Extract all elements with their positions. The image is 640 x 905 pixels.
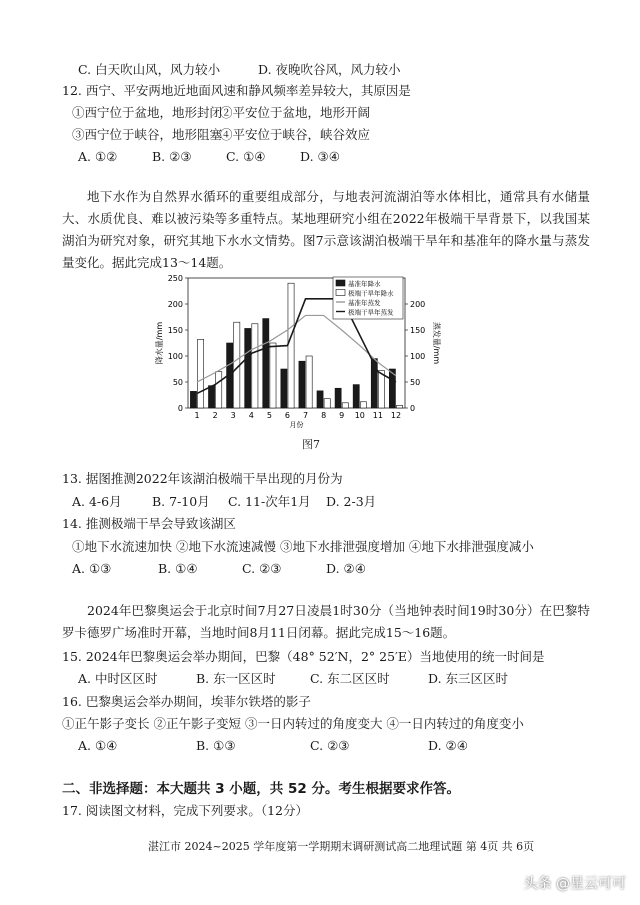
bar-baseline-precip (335, 388, 341, 408)
q12-option-d: D. ③④ (300, 149, 340, 164)
bar-drought-precip (198, 339, 204, 408)
legend-label: 基准年蒸发 (348, 299, 381, 307)
bar-baseline-precip (353, 385, 359, 408)
y2-tick-label: 100 (410, 352, 426, 361)
q13-option-b: B. 7-10月 (152, 494, 210, 509)
q16-statements: ①正午影子变长 ②正午影子变短 ③一日内转过的角度变大 ④一日内转过的角度变小 (62, 716, 524, 731)
figure-7-chart (140, 268, 440, 428)
y2-tick-label: 0 (410, 404, 416, 413)
bar-baseline-precip (263, 319, 269, 408)
x-tick-label: 11 (372, 411, 383, 420)
x-tick-label: 8 (321, 411, 327, 420)
y-tick-label: 250 (167, 274, 183, 283)
q14-statements: ①地下水流速加快 ②地下水流速减慢 ③地下水排泄强度增加 ④地下水排泄强度减小 (72, 539, 534, 554)
q16-option-c: C. ②③ (310, 738, 350, 753)
q12-stem: 12. 西宁、平安两地近地面风速和静风频率差异较大，其原因是 (62, 83, 411, 98)
legend-label: 基准年降水 (348, 280, 381, 288)
legend-swatch (336, 280, 345, 286)
legend-label: 极端干旱年降水 (348, 289, 394, 298)
x-tick-label: 7 (302, 411, 309, 420)
bar-drought-precip (288, 283, 294, 408)
q13-option-a: A. 4-6月 (72, 494, 122, 509)
x-tick-label: 5 (266, 411, 272, 420)
bar-drought-precip (378, 371, 384, 408)
q12-option-b: B. ②③ (152, 149, 192, 164)
x-axis-label: 月份 (289, 421, 304, 429)
bar-drought-precip (324, 399, 330, 408)
q17-stem: 17. 阅读图文材料，完成下列要求。（12分） (62, 803, 309, 818)
q12-statement-3: ③西宁位于峡谷，地形阻塞 (72, 127, 223, 142)
bar-drought-precip (270, 343, 276, 408)
y-tick-label: 50 (172, 378, 183, 387)
q13-option-d: D. 2-3月 (326, 494, 377, 509)
q14-option-c: C. ②③ (242, 561, 282, 576)
section-heading-nonchoice: 二、非选择题：本大题共 3 小题，共 52 分。考生根据要求作答。 (62, 781, 460, 797)
x-tick-label: 12 (390, 411, 402, 420)
q13-stem: 13. 据图推测2022年该湖泊极端干旱出现的月份为 (62, 471, 343, 486)
x-tick-label: 1 (194, 411, 200, 420)
figure-caption: 图7 (302, 438, 320, 451)
x-tick-label: 6 (284, 411, 291, 420)
y-axis-label: 降水量/mm (155, 321, 164, 365)
x-tick-label: 3 (230, 411, 236, 420)
bar-baseline-precip (208, 386, 214, 408)
bar-baseline-precip (190, 391, 196, 408)
passage-groundwater: 地下水作为自然界水循环的重要组成部分，与地表河流湖泊等水体相比，通常具有水储量大、水质优良、难以被污染等多重特点。某地理研究小组在2022年极端干旱背景下，以我国某湖泊为研究对象，研究其地下水水文情势。图7示意该湖泊极端干旱年和基准年的降水量与蒸发量变化。据此完成13～14题。 (62, 189, 590, 270)
y-tick-label: 0 (177, 404, 183, 413)
y2-axis-label: 蒸发量/mm (432, 321, 441, 365)
legend-label: 极端干旱年蒸发 (348, 308, 394, 317)
bar-baseline-precip (281, 369, 287, 408)
bar-baseline-precip (317, 391, 323, 408)
q14-option-b: B. ①④ (158, 561, 198, 576)
y2-tick-label: 50 (410, 378, 421, 387)
watermark: 头条 @星云可可 (523, 876, 626, 892)
bar-drought-precip (342, 403, 348, 408)
q15-option-a: A. 中时区区时 (78, 671, 158, 686)
q15-stem: 15. 2024年巴黎奥运会举办期间，巴黎（48° 52′N，2° 25′E）当地使用的统一时间是 (62, 649, 545, 664)
x-tick-label: 2 (212, 411, 218, 420)
bar-drought-precip (216, 372, 222, 408)
q16-stem: 16. 巴黎奥运会举办期间，埃菲尔铁塔的影子 (62, 694, 311, 709)
y-tick-label: 200 (167, 300, 183, 309)
q16-option-d: D. ②④ (428, 738, 468, 753)
q12-statement-1: ①西宁位于盆地，地形封闭 (72, 105, 223, 120)
y-tick-label: 100 (167, 352, 183, 361)
y-tick-label: 150 (167, 326, 183, 335)
bar-drought-precip (360, 402, 366, 408)
page-footer: 湛江市 2024~2025 学年度第一学期期末调研测试高二地理试题 第 4页 共 6页 (148, 840, 535, 853)
bar-drought-precip (252, 324, 258, 408)
q11-option-c: C. 白天吹山风，风力较小 (78, 62, 221, 77)
bar-baseline-precip (299, 361, 305, 408)
legend-swatch (336, 290, 345, 296)
x-tick-label: 9 (339, 411, 345, 420)
q15-option-b: B. 东一区区时 (196, 671, 276, 686)
q16-option-b: B. ①③ (196, 738, 236, 753)
q14-option-a: A. ①③ (72, 561, 112, 576)
y2-tick-label: 200 (410, 300, 426, 309)
q12-statement-2: ②平安位于盆地，地形开阔 (220, 105, 371, 120)
q15-option-c: C. 东二区区时 (310, 671, 390, 686)
passage-olympics: 2024年巴黎奥运会于北京时间7月27日凌晨1时30分（当地钟表时间19时30分）在巴黎特罗卡德罗广场准时开幕，当地时间8月11日闭幕。据此完成15～16题。 (62, 603, 590, 640)
q15-option-d: D. 东三区区时 (428, 671, 509, 686)
x-tick-label: 4 (248, 411, 254, 420)
q13-option-c: C. 11-次年1月 (228, 494, 311, 509)
q12-statement-4: ④平安位于峡谷，峡谷效应 (220, 127, 371, 142)
q14-stem: 14. 推测极端干旱会导致该湖区 (62, 516, 236, 531)
q11-option-d: D. 夜晚吹谷风，风力较小 (258, 62, 401, 77)
q12-option-c: C. ①④ (226, 149, 266, 164)
q12-option-a: A. ①② (78, 149, 118, 164)
y2-tick-label: 150 (410, 326, 426, 335)
q14-option-d: D. ②④ (326, 561, 366, 576)
q16-option-a: A. ①④ (78, 738, 118, 753)
bar-drought-precip (396, 405, 402, 408)
bar-baseline-precip (245, 328, 251, 408)
bar-drought-precip (306, 356, 312, 408)
x-tick-label: 10 (354, 411, 365, 420)
